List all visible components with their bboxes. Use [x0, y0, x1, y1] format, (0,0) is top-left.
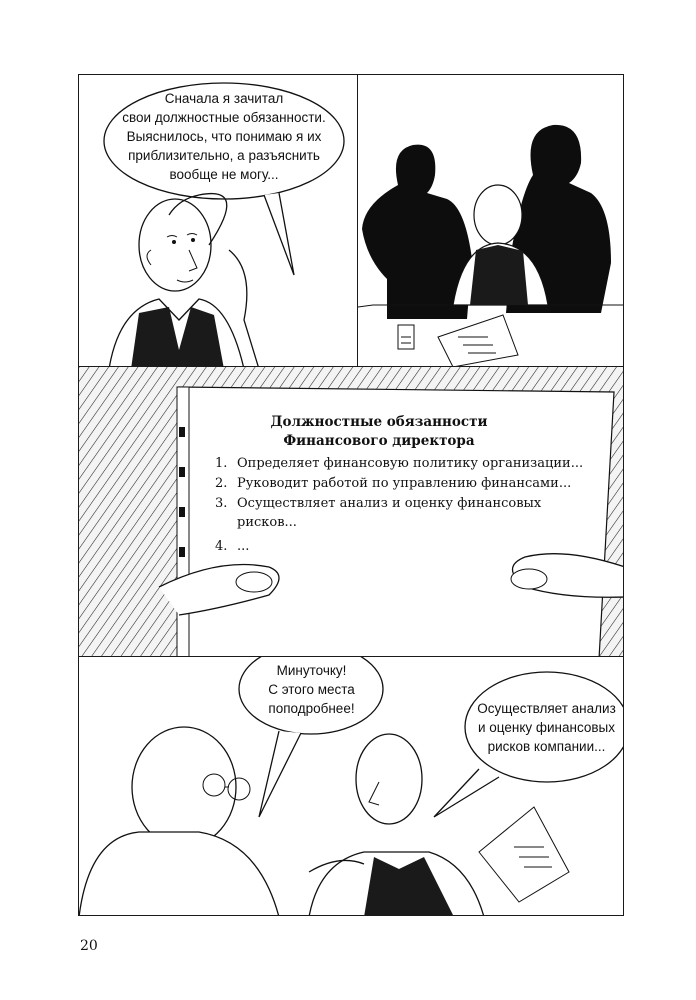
panel-4-speech-bubble-right [474, 699, 619, 756]
bubble-line: С этого места [268, 682, 355, 697]
document-item-3 [215, 494, 541, 513]
panel-1-speech-bubble [109, 89, 339, 184]
item-text: Определяет финансовую политику организации... [237, 456, 584, 471]
item-text: Руководит работой по управлению финансами... [237, 476, 572, 491]
bubble-line: рисков компании... [487, 739, 606, 754]
bubble-line: приблизительно, а разъяснить [128, 148, 320, 163]
bubble-line: Выяснилось, что понимаю я их [126, 129, 322, 144]
item-text: ... [237, 539, 250, 554]
page-number: 20 [80, 938, 98, 954]
panel-4-speech-bubble-left [249, 661, 374, 718]
item-number: 2. [215, 476, 228, 491]
bubble-line: Минуточку! [276, 663, 347, 678]
bubble-line: поподробнее! [268, 701, 355, 716]
document-item-2 [215, 474, 571, 493]
panel-4 [78, 656, 624, 916]
bubble-line: вообще не могу... [169, 167, 279, 182]
item-number: 3. [215, 496, 228, 511]
item-text: Осуществляет анализ и оценку финансовых [237, 496, 542, 511]
panel-2 [357, 74, 624, 368]
document-title [249, 413, 509, 451]
document-item-3-continued [237, 513, 297, 532]
item-text: рисков... [237, 515, 297, 530]
title-line: Должностные обязанности [270, 414, 488, 430]
document-item-4 [215, 537, 249, 556]
item-number: 4. [215, 539, 228, 554]
document-item-1 [215, 454, 583, 473]
item-number: 1. [215, 456, 228, 471]
bubble-line: и оценку финансовых [477, 720, 615, 735]
panel-3 [78, 366, 624, 658]
bubble-line: свои должностные обязанности. [122, 110, 326, 125]
panel-2-art [358, 75, 624, 368]
bubble-line: Сначала я зачитал [164, 91, 284, 106]
panel-1 [78, 74, 359, 368]
title-line: Финансового директора [283, 433, 475, 449]
bubble-line: Осуществляет анализ [477, 701, 616, 716]
